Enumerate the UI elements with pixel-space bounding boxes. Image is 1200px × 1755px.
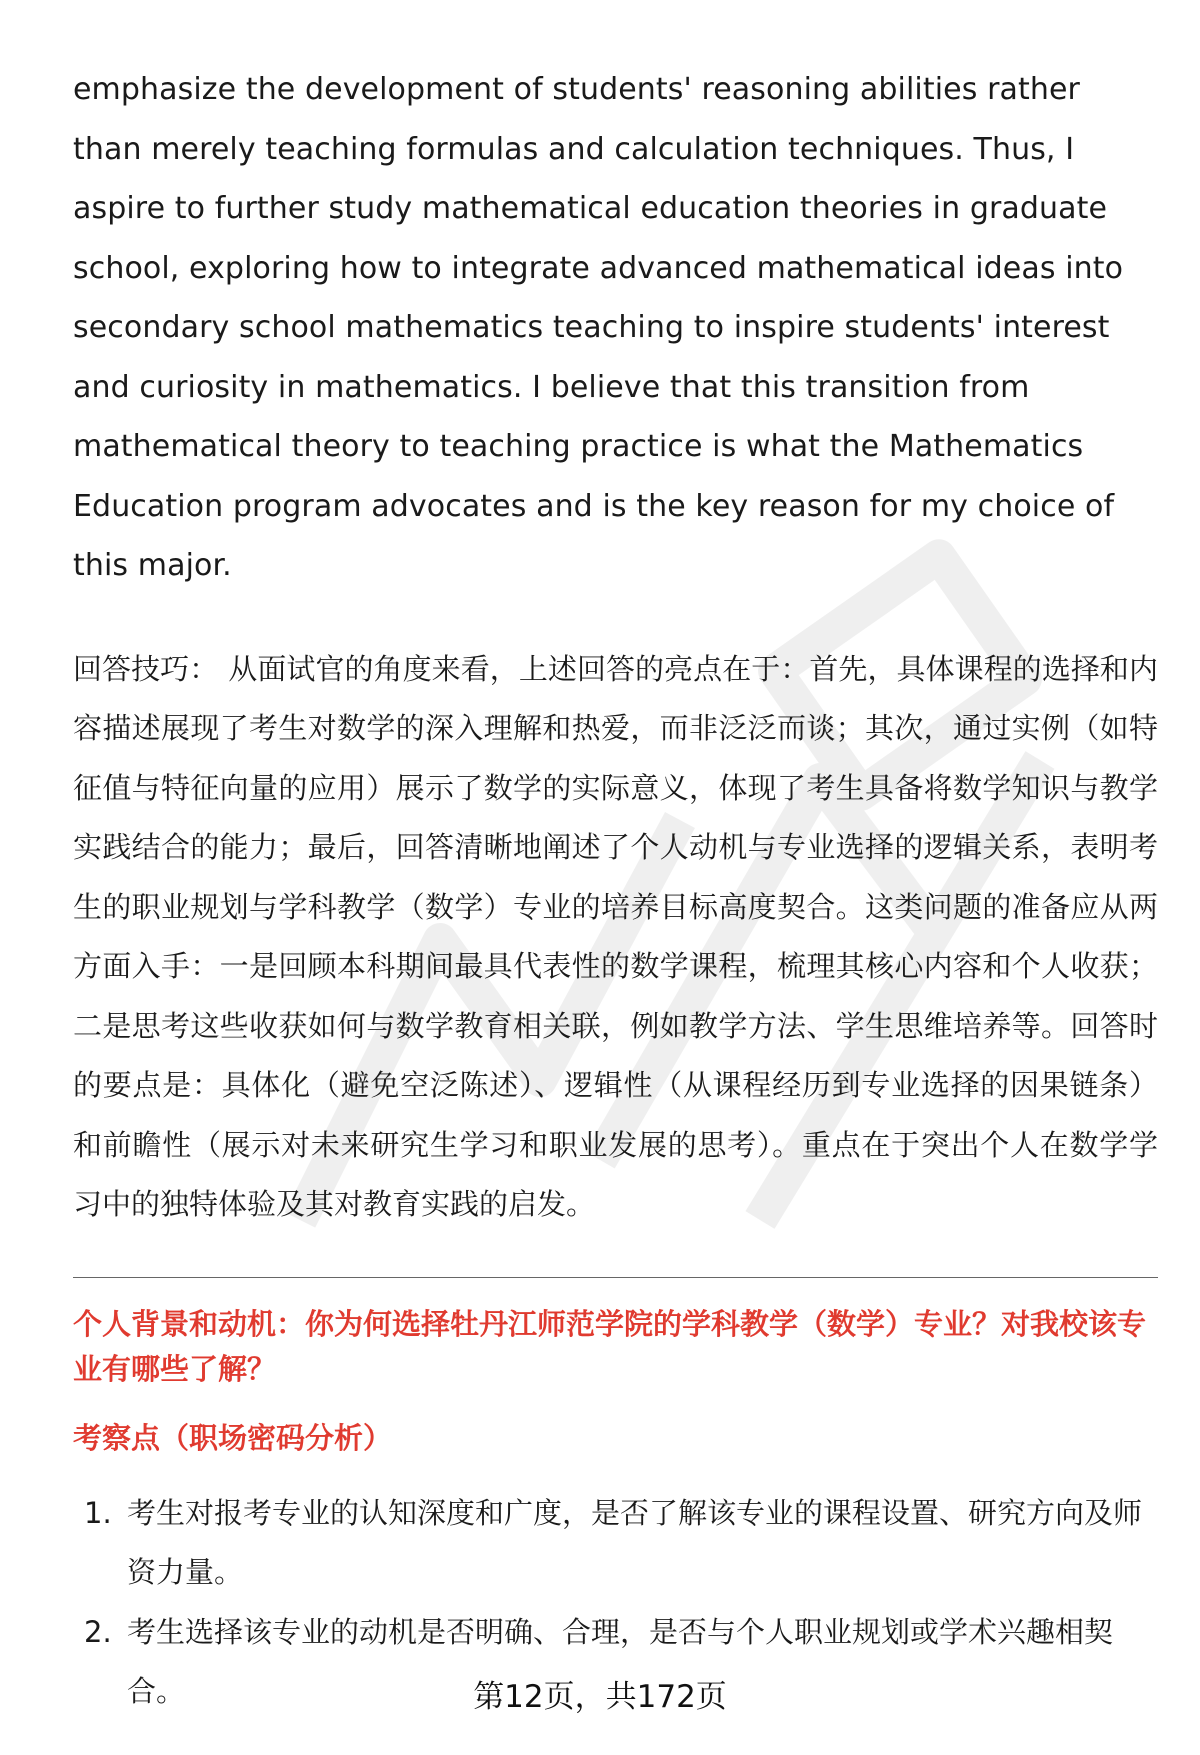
list-item-number: 2. [84, 1614, 112, 1649]
analysis-title: 考察点（职场密码分析） [73, 1420, 393, 1455]
tips-label: 回答技巧： [73, 651, 219, 686]
section-divider [73, 1277, 1158, 1278]
list-item [73, 1484, 1158, 1603]
tips-text: 从面试官的角度来看，上述回答的亮点在于：首先，具体课程的选择和内容描述展现了考生对数学的深入理解和热爱，而非泛泛而谈；其次，通过实例（如特征值与特征向量的应用）展示了数学的实际意义，体现了考生具备将数学知识与教学实践结合的能力；最后，回答清晰地阐述了个人动机与专业选择的逻辑关系，表明考生的职业规划与学科教学（数学）专业的培养目标高度契合。这类问题的准备应从两方面入手：一是回顾本科期间最具代表性的数学课程，梳理其核心内容和个人收获；二是思考这些收获如何与数学教育相关联，例如教学方法、学生思维培养等。回答时的要点是：具体化（避免空泛陈述）、逻辑性（从课程经历到专业选择的因果链条）和前瞻性（展示对未来研究生学习和职业发展的思考）。重点在于突出个人在数学学习中的独特体验及其对教育实践的启发。 [73, 651, 1158, 1221]
list-item-text: 考生选择该专业的动机是否明确、合理，是否与个人职业规划或学术兴趣相契合。 [127, 1614, 1114, 1708]
question-title: 个人背景和动机：你为何选择牡丹江师范学院的学科教学（数学）专业？对我校该专业有哪些了解？ [73, 1306, 1147, 1386]
list-item-number: 1. [84, 1495, 112, 1530]
answer-tips [73, 640, 1158, 1235]
answer-paragraph: emphasize the development of students' reasoning abilities rather than merely teaching formulas and calculation techniques. Thus, I aspire to further study mathematical education theories in graduate school, exploring how to integrate advanced mathematical ideas into secondary school mathematics teaching to inspire students' interest and curiosity in mathematics. I believe that this transition from mathematical theory to teaching practice is what the Mathematics Education program advocates and is the key reason for my choice of this major. [73, 72, 1124, 583]
document-page [73, 60, 1158, 1722]
page-indicator: 第12页，共172页 [473, 1679, 727, 1715]
list-item-text: 考生对报考专业的认知深度和广度，是否了解该专业的课程设置、研究方向及师资力量。 [127, 1495, 1143, 1589]
